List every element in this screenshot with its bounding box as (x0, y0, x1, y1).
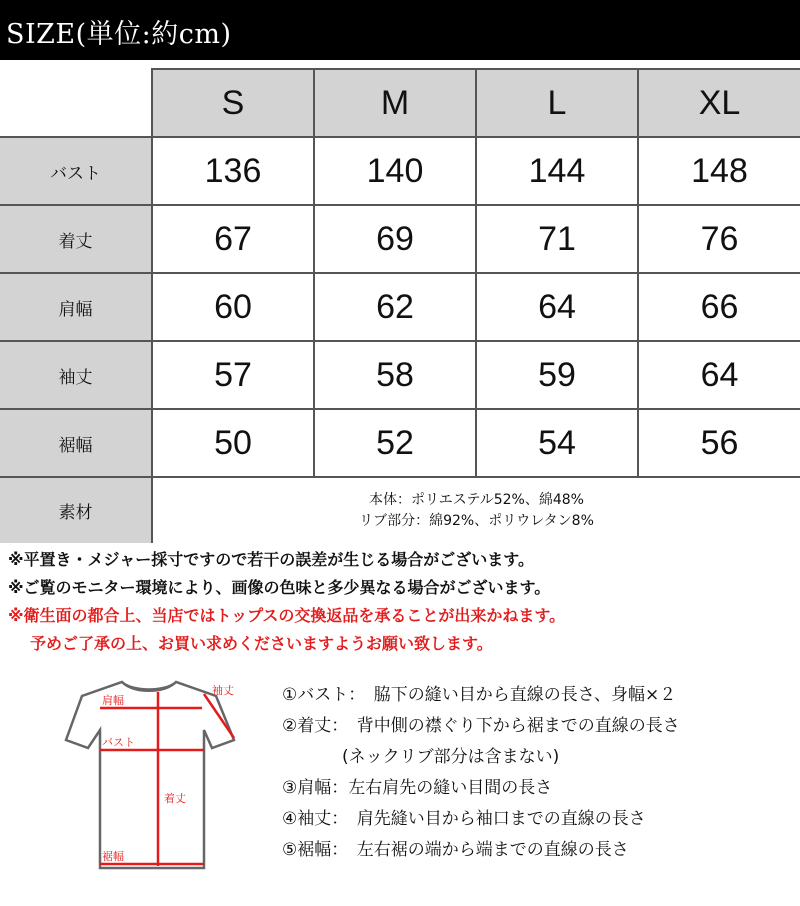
legend-shoulder: ③肩幅：左右肩先の縫い目間の長さ (282, 778, 553, 798)
table-cell: 57 (152, 341, 314, 409)
row-label-shoulder: 肩幅 (0, 273, 152, 341)
table-cell: 71 (476, 205, 638, 273)
row-label-material: 素材 (0, 477, 152, 543)
table-cell: 136 (152, 137, 314, 205)
table-cell: 64 (476, 273, 638, 341)
table-cell: 60 (152, 273, 314, 341)
table-row-shoulder (0, 273, 800, 341)
legend-sleeve: ④袖丈： 肩先縫い目から袖口までの直線の長さ (282, 809, 646, 829)
table-cell: 50 (152, 409, 314, 477)
table-cell: 54 (476, 409, 638, 477)
size-m-header: M (314, 69, 476, 137)
size-l-header: L (476, 69, 638, 137)
table-cell: 66 (638, 273, 800, 341)
row-label-hem: 裾幅 (0, 409, 152, 477)
row-label-bust: バスト (0, 137, 152, 205)
legend-length-note: (ネックリブ部分は含まない) (342, 747, 560, 767)
table-row-bust (0, 137, 800, 205)
tshirt-diagram (48, 668, 258, 888)
tshirt-outline (66, 682, 234, 868)
table-cell: 67 (152, 205, 314, 273)
notes (8, 546, 565, 658)
table-cell: 69 (314, 205, 476, 273)
sleeve-label: 袖丈 (212, 684, 234, 697)
length-label: 着丈 (164, 792, 186, 805)
note-hygiene-cont: 予めご了承の上、お買い求めくださいますようお願い致します。 (30, 634, 493, 653)
measurement-legend (282, 680, 680, 866)
row-label-sleeve: 袖丈 (0, 341, 152, 409)
table-cell: 148 (638, 137, 800, 205)
hem-label: 裾幅 (102, 850, 124, 863)
bust-label: バスト (102, 736, 135, 749)
table-row-material (0, 477, 800, 543)
material-rib: リブ部分：綿92%、ポリウレタン8% (359, 512, 594, 529)
page-title: SIZE(単位:約cm) (6, 19, 232, 50)
table-row-hem (0, 409, 800, 477)
legend-hem: ⑤裾幅： 左右裾の端から端までの直線の長さ (282, 840, 629, 860)
table-cell: 62 (314, 273, 476, 341)
size-s-header: S (152, 69, 314, 137)
table-row-length (0, 205, 800, 273)
note-monitor: ※ご覧のモニター環境により、画像の色味と多少異なる場合がございます。 (8, 578, 551, 597)
table-cell: 140 (314, 137, 476, 205)
size-xl-header: XL (638, 69, 800, 137)
shoulder-label: 肩幅 (102, 694, 124, 707)
note-measurement: ※平置き・メジャー採寸ですので若干の誤差が生じる場合がございます。 (8, 550, 534, 569)
material-cell (152, 477, 800, 543)
table-row-sleeve (0, 341, 800, 409)
note-hygiene: ※衛生面の都合上、当店ではトップスの交換返品を承ることが出来かねます。 (8, 606, 566, 625)
legend-bust: ①バスト： 脇下の縫い目から直線の長さ、身幅×２ (282, 685, 677, 705)
material-body: 本体：ポリエステル52%、綿48% (369, 491, 584, 508)
table-cell: 59 (476, 341, 638, 409)
table-cell: 76 (638, 205, 800, 273)
row-label-length: 着丈 (0, 205, 152, 273)
table-cell: 56 (638, 409, 800, 477)
table-corner (0, 69, 152, 137)
table-cell: 144 (476, 137, 638, 205)
table-cell: 58 (314, 341, 476, 409)
size-header-row (0, 69, 800, 137)
table-cell: 64 (638, 341, 800, 409)
legend-length: ②着丈： 背中側の襟ぐり下から裾までの直線の長さ (282, 716, 680, 736)
table-cell: 52 (314, 409, 476, 477)
size-table (0, 68, 800, 543)
page-header (0, 0, 800, 60)
